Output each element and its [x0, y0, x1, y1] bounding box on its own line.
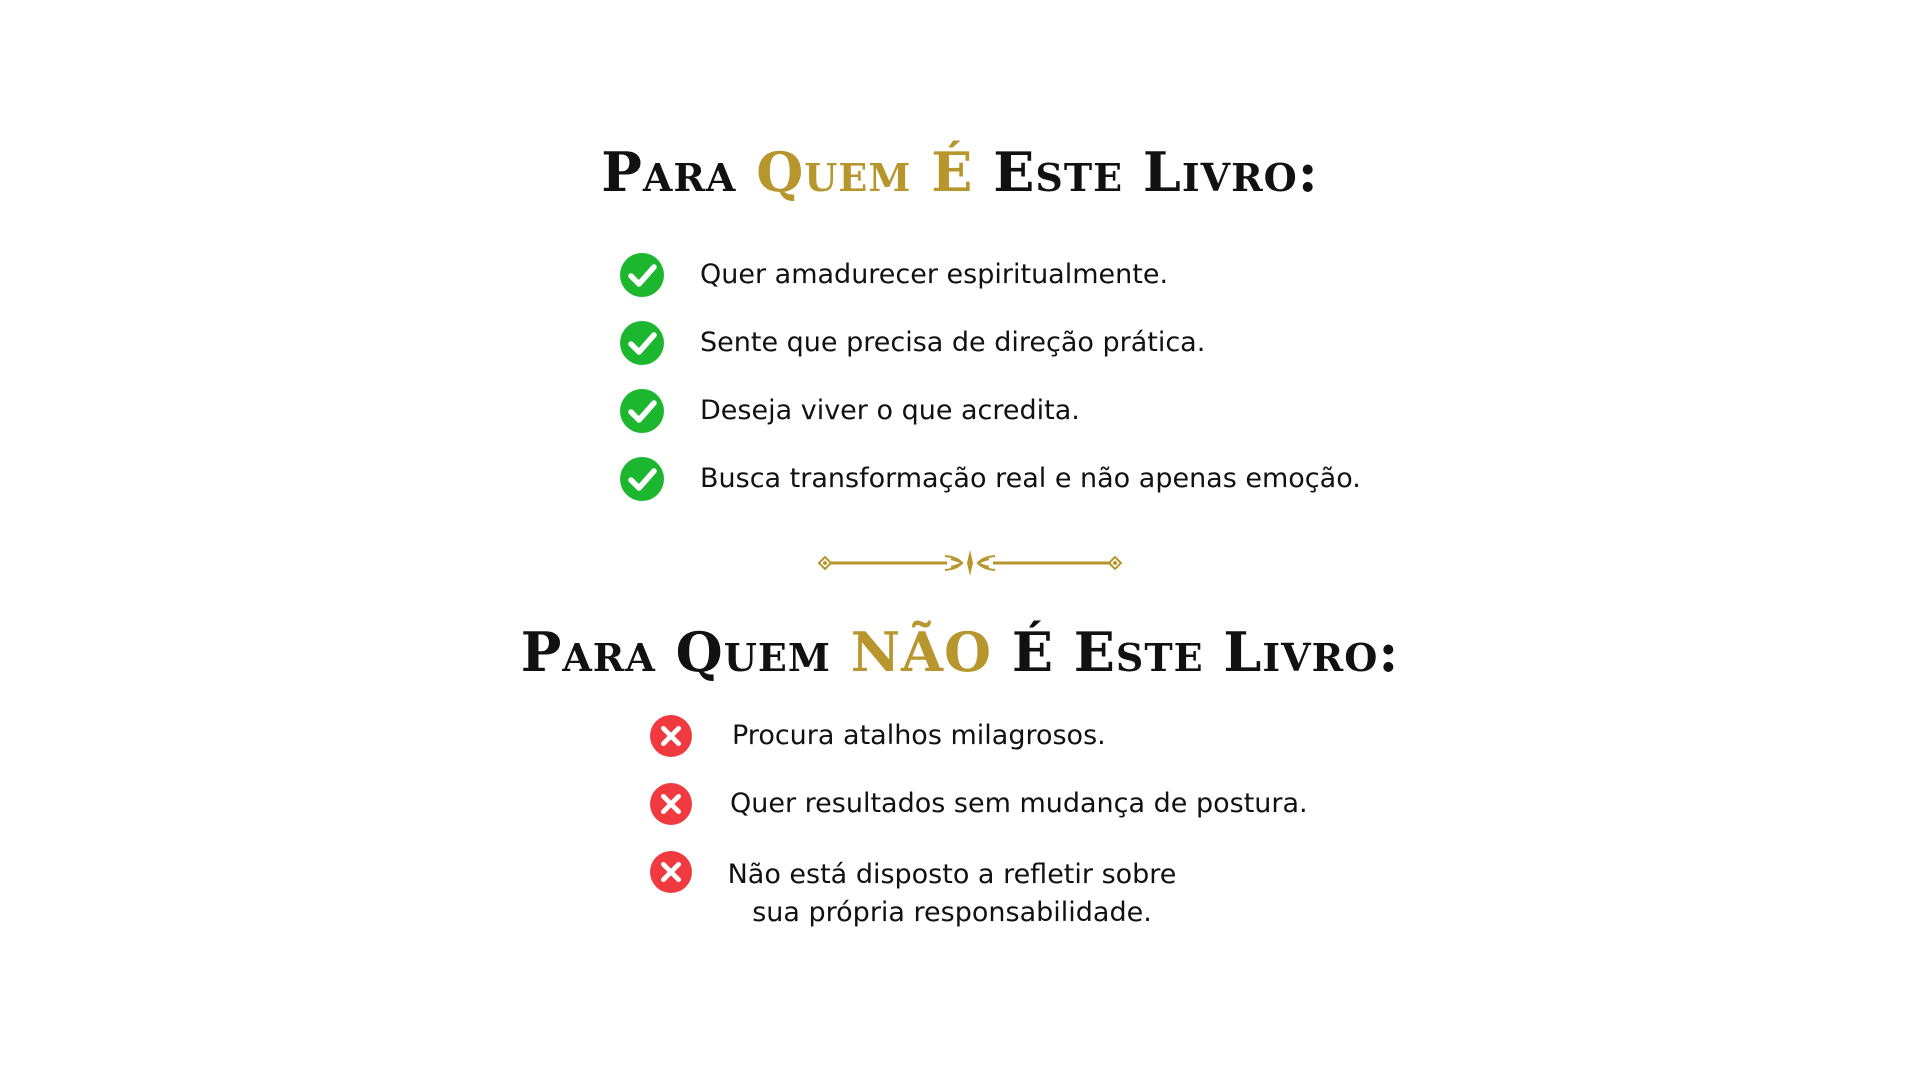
heading-not-for-whom-accent: NÃO — [850, 620, 992, 684]
x-circle-icon — [650, 783, 692, 825]
check-circle-icon — [620, 457, 664, 501]
list-item-label: Quer resultados sem mudança de postura. — [730, 788, 1308, 819]
heading-not-for-whom-start: Para Quem — [520, 620, 831, 684]
list-item-label: Sente que precisa de direção prática. — [700, 327, 1206, 358]
heading-for-whom-end: Este Livro: — [993, 140, 1319, 204]
check-circle-icon — [620, 253, 664, 297]
heading-for-whom-start: Para — [601, 140, 737, 204]
list-item-label: Procura atalhos milagrosos. — [732, 720, 1106, 751]
x-circle-icon — [650, 715, 692, 757]
list-item-label: Deseja viver o que acredita. — [700, 395, 1080, 426]
heading-for-whom — [0, 140, 1920, 204]
x-circle-icon — [650, 851, 692, 893]
list-item-label: Quer amadurecer espiritualmente. — [700, 259, 1169, 290]
list-item-label: Busca transformação real e não apenas emoção. — [700, 463, 1361, 494]
heading-not-for-whom — [0, 620, 1920, 684]
check-circle-icon — [620, 389, 664, 433]
list-item-label: Não está disposto a refletir sobre sua própria responsabilidade. — [727, 859, 1177, 928]
heading-not-for-whom-end: É Este Livro: — [1011, 620, 1400, 684]
heading-for-whom-accent: Quem É — [756, 140, 974, 204]
ornamental-divider-icon — [815, 548, 1125, 578]
check-circle-icon — [620, 321, 664, 365]
